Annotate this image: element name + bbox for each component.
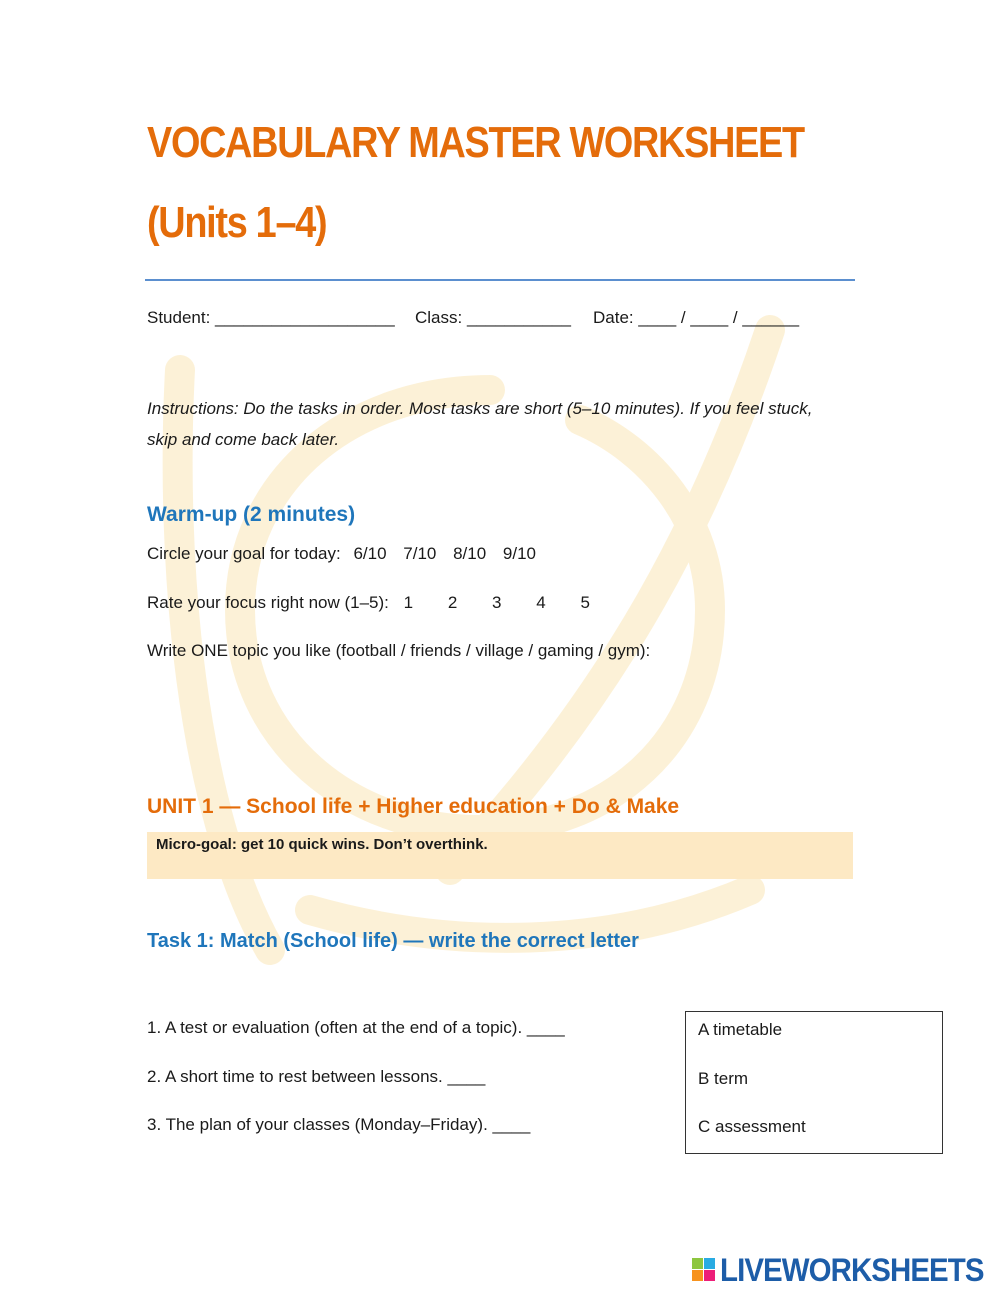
- micro-goal-box: [147, 832, 853, 879]
- worksheet-subtitle: (Units 1–4): [147, 198, 327, 247]
- answer-option: C assessment: [698, 1117, 806, 1136]
- task1-item[interactable]: 2. A short time to rest between lessons. ____: [147, 1067, 486, 1086]
- answer-option: A timetable: [698, 1020, 783, 1039]
- title-divider: [145, 279, 855, 281]
- warmup-heading: Warm-up (2 minutes): [147, 503, 356, 526]
- date-field[interactable]: Date: ____ / ____ / ______: [593, 308, 800, 327]
- focus-option[interactable]: 4: [536, 593, 546, 612]
- answer-options-box: [685, 1011, 943, 1154]
- goal-option[interactable]: 6/10: [353, 544, 387, 563]
- class-field[interactable]: Class: ___________: [415, 308, 571, 327]
- logo-blocks-icon: [692, 1258, 716, 1284]
- goal-option[interactable]: 7/10: [403, 544, 437, 563]
- logo-text: LIVEWORKSHEETS: [720, 1252, 984, 1288]
- task1-heading: Task 1: Match (School life) — write the correct letter: [147, 930, 639, 952]
- task1-item[interactable]: 1. A test or evaluation (often at the end of a topic). ____: [147, 1018, 565, 1037]
- micro-goal-text: Micro-goal: get 10 quick wins. Don’t overthink.: [156, 836, 488, 853]
- answer-option: B term: [698, 1069, 749, 1088]
- instructions-line-1: Instructions: Do the tasks in order. Most tasks are short (5–10 minutes). If you feel stuck,: [147, 399, 813, 418]
- focus-row: [147, 593, 590, 613]
- focus-option[interactable]: 1: [403, 593, 414, 612]
- unit1-heading: UNIT 1 — School life + Higher education + Do & Make: [147, 795, 680, 818]
- focus-option[interactable]: 2: [447, 593, 458, 612]
- focus-option[interactable]: 5: [580, 593, 590, 612]
- topic-prompt: Write ONE topic you like (football / friends / village / gaming / gym):: [147, 641, 651, 660]
- goal-prompt: Circle your goal for today:: [147, 544, 341, 563]
- instructions-line-2: skip and come back later.: [147, 430, 340, 449]
- student-field[interactable]: Student: ___________________: [147, 308, 395, 327]
- task1-item[interactable]: 3. The plan of your classes (Monday–Friday). ____: [147, 1115, 531, 1134]
- focus-option[interactable]: 3: [492, 593, 502, 612]
- focus-prompt: Rate your focus right now (1–5):: [147, 593, 389, 612]
- goal-row: [147, 544, 536, 564]
- goal-option[interactable]: 9/10: [502, 544, 537, 563]
- goal-option[interactable]: 8/10: [453, 544, 487, 563]
- worksheet-title: VOCABULARY MASTER WORKSHEET: [147, 118, 804, 167]
